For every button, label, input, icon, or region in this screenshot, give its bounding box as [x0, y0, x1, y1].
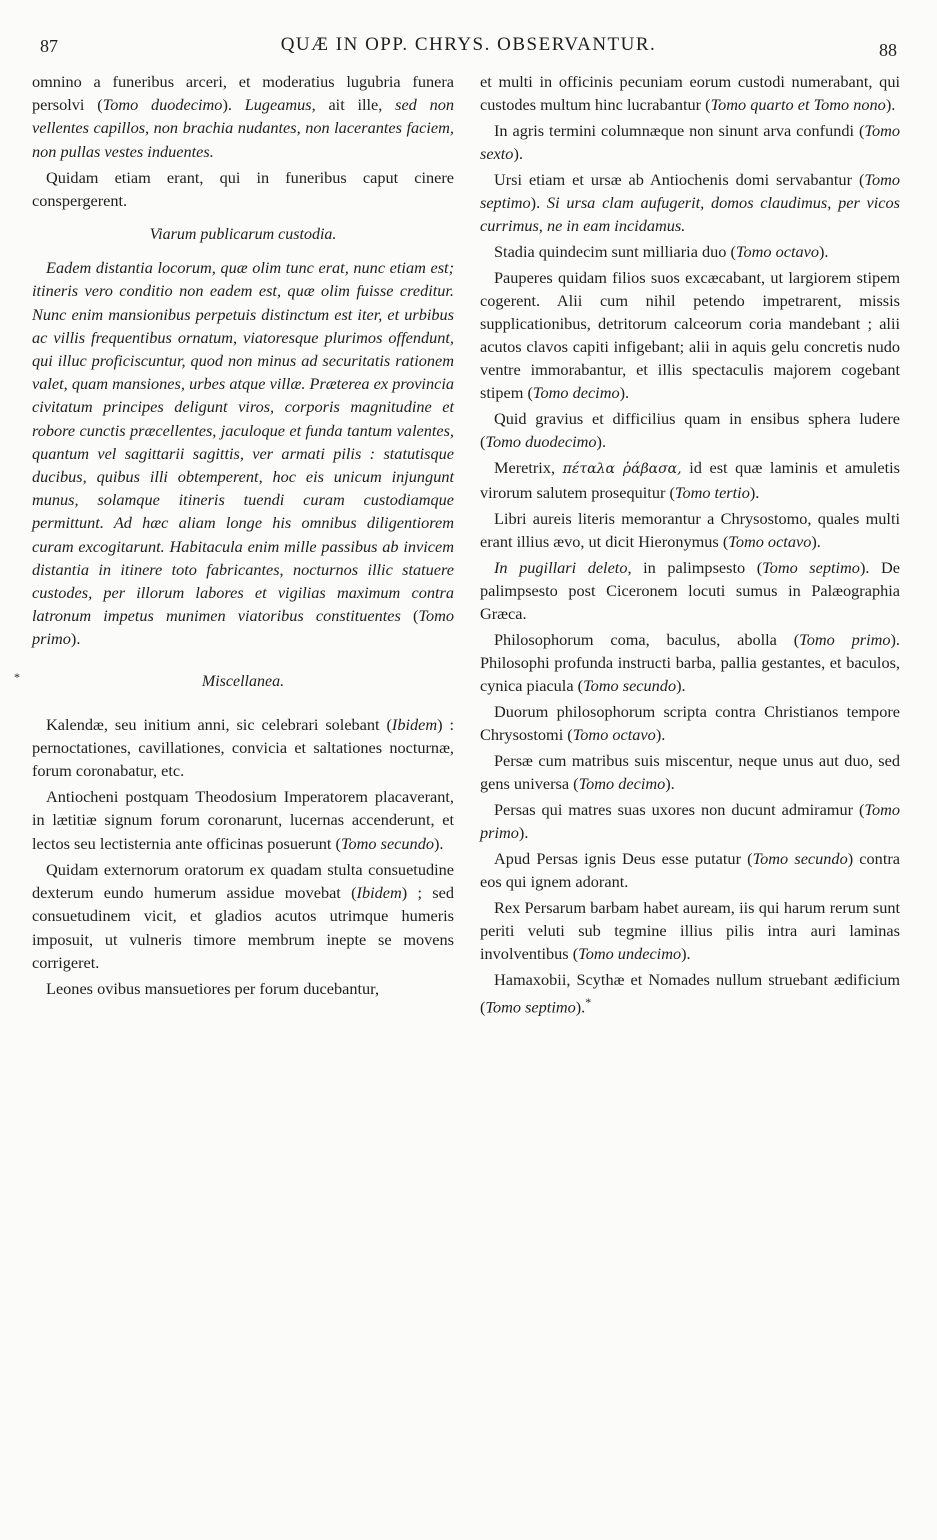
paragraph: Philosophorum coma, baculus, abolla (Tomo primo). Philosophi profunda instructi barba, pallia gestantes, et baculos, cynica piacula (Tomo secundo).: [480, 630, 900, 695]
paragraph: Hamaxobii, Scythæ et Nomades nullum struebant ædificium (Tomo septimo).*: [480, 970, 900, 1017]
paragraph: Persas qui matres suas uxores non ducunt admiramur (Tomo primo).: [480, 800, 900, 842]
section-heading: Viarum publicarum custodia.: [149, 226, 337, 244]
paragraph: In agris termini columnæque non sinunt arva confundi (Tomo sexto).: [480, 121, 900, 163]
page-number-right: 88: [879, 40, 897, 60]
section-heading: Miscellanea.: [201, 672, 285, 690]
page-number-left: 87: [40, 36, 58, 56]
paragraph: et multi in officinis pecuniam eorum custodi numerabant, qui custodes multum hinc lucrabantur (Tomo quarto et Tomo nono).: [480, 72, 900, 114]
paragraph: Persæ cum matribus suis miscentur, neque unus aut duo, sed gens universa (Tomo decimo).: [480, 751, 900, 793]
paragraph: In pugillari deleto, in palimpsesto (Tomo septimo). De palimpsesto post Ciceronem locuti sumus in Palæographia Græca.: [480, 558, 900, 623]
paragraph: Quidam externorum oratorum ex quadam stulta consuetudine dexterum eundo humerum assidue movebat (Ibidem) ; sed consuetudinem vicit, et gladios acutos utrimque humeris imposuit, ut vulneris timore membrum inepte se movens corrigeret.: [32, 859, 454, 972]
left-column: [32, 70, 454, 1003]
paragraph: Eadem distantia locorum, quæ olim tunc erat, nunc etiam est; itineris vero conditio non eadem est, quæ olim fuisse creditur. Nunc enim mansionibus perpetuis distinctum est iter, et urbibus ac villis frequentibus ornatum, viatoresque plurimos offendunt, qui illuc proficiscuntur, quod non minus ad securitatis rationem valet, quam mansiones, urbes atque villæ. Præterea ex provincia civitatum principes deligunt viros, corporis magnitudine et robore cunctis præcellentes, jaculoque et funda tantum valentes, quantum vel sagittarii sagittis, ver armati pilis : statutisque ducibus, quibus illi obtemperent, hoc eis unicum injungunt munus, solamque itineris tuendi curam custodiamque permittunt. Ad hæc aliam longe his omnibus diligentiorem curam excogitarunt. Habitacula enim mille passibus ab invicem distantia in itinere toto fabricantes, nocturnos illic statuere custodes, per illorum labores et vigilias maximum contra latronum impetus munimen viatoribus constituentes (Tomo primo).: [32, 258, 454, 649]
paragraph: omnino a funeribus arceri, et moderatius lugubria funera persolvi (Tomo duodecimo). Lugeamus, ait ille, sed non vellentes capillos, non brachia nudantes, non lacerantes faciem, non pullas vestes induentes.: [32, 72, 455, 161]
running-header: [40, 34, 897, 64]
paragraph: Rex Persarum barbam habet auream, iis qui harum rerum sunt periti veluti sub tegmine illius pilis intra auri laminas involventibus (Tomo undecimo).: [480, 898, 900, 963]
paragraph: Quid gravius et difficilius quam in ensibus sphera ludere (Tomo duodecimo).: [480, 409, 900, 451]
right-column: [480, 70, 900, 1021]
paragraph: Meretrix, πέταλα ῥάβασα, id est quæ laminis et amuletis virorum salutem prosequitur (Tomo tertio).: [480, 458, 901, 502]
running-title: QUÆ IN OPP. CHRYS. OBSERVANTUR.: [280, 34, 657, 55]
paragraph: Kalendæ, seu initium anni, sic celebrari solebant (Ibidem) : pernoctationes, cavillationes, convicia et saltationes nocturnæ, forum coronabatur, etc.: [32, 714, 455, 781]
paragraph: Ursi etiam et ursæ ab Antiochenis domi servabantur (Tomo septimo). Si ursa clam aufugerit, domos claudimus, per vicos currimus, ne in eam incidamus.: [480, 170, 900, 235]
margin-mark: *: [14, 670, 20, 684]
paragraph: Libri aureis literis memorantur a Chrysostomo, quales multi erant illius ævo, ut dicit Hieronymus (Tomo octavo).: [480, 509, 900, 551]
paragraph: Stadia quindecim sunt milliaria duo (Tomo octavo).: [494, 242, 829, 261]
end-mark: *: [585, 995, 592, 1009]
paragraph: Antiocheni postquam Theodosium Imperatorem placaverant, in lætitiæ signum forum coronarunt, lucernas accenderunt, et lectos seu lectisternia ante officinas posuerunt (Tomo secundo).: [32, 787, 454, 853]
paragraph: Apud Persas ignis Deus esse putatur (Tomo secundo) contra eos qui ignem adorant.: [480, 849, 900, 891]
paragraph: Leones ovibus mansuetiores per forum ducebantur,: [46, 978, 380, 998]
paragraph: Duorum philosophorum scripta contra Christianos tempore Chrysostomi (Tomo octavo).: [480, 702, 900, 744]
paragraph: Pauperes quidam filios suos excæcabant, ut largiorem stipem cogerent. Alii cum nihil petendo impetrarent, missis supplicationibus, detritorum calceorum coria mandebant ; alii acutos clavos capiti infigebant; alii in aquis gelu concretis nudo ventre immorabantur, et illis spectaculis majorem cogebant stipem (Tomo decimo).: [480, 268, 900, 402]
paragraph: Quidam etiam erant, qui in funeribus caput cinere conspergerent.: [32, 167, 454, 211]
